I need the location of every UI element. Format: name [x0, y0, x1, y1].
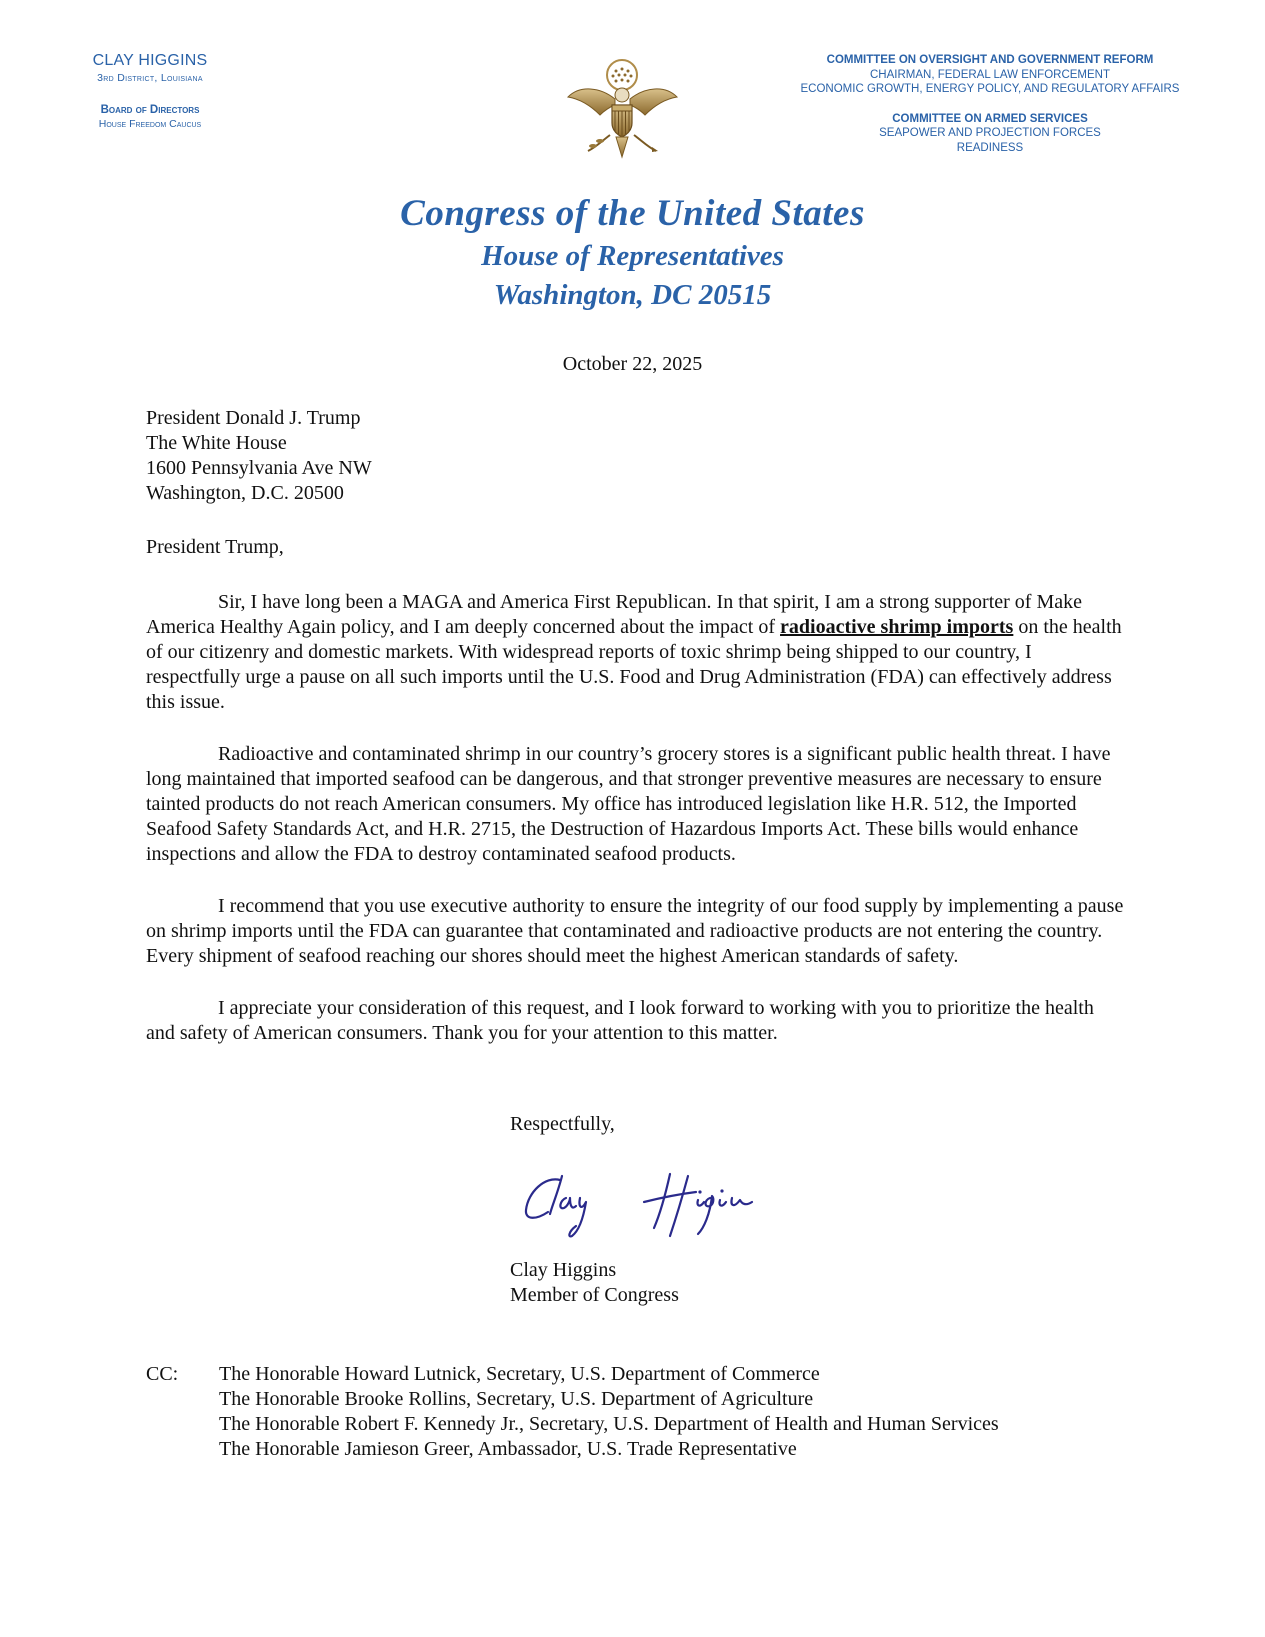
congress-title: Congress of the United States: [400, 193, 865, 234]
committee-armed-services: COMMITTEE ON ARMED SERVICES: [892, 112, 1088, 125]
recipient-line: The White House: [146, 432, 287, 454]
chairman-title: CHAIRMAN, FEDERAL LAW ENFORCEMENT: [869, 68, 1111, 81]
body-paragraph: I appreciate your consideration of this request, and I look forward to working with you to prioritize the health and safety of American consumers. Thank you for your attention to this matter.: [146, 997, 1094, 1044]
signer-title: Member of Congress: [510, 1284, 679, 1306]
body-paragraph: I recommend that you use executive authority to ensure the integrity of our food supply by implementing a pause on shrimp imports until the FDA can guarantee that contaminated and radioactive products are not entering the country. Every shipment of seafood reaching our shores should meet the highest American standards of safety.: [146, 895, 1124, 967]
cc-item: The Honorable Howard Lutnick, Secretary, U.S. Department of Commerce: [219, 1363, 820, 1385]
letter-date: October 22, 2025: [562, 353, 703, 375]
caucus-name: House Freedom Caucus: [98, 118, 202, 130]
member-district: 3rd District, Louisiana: [97, 72, 203, 84]
congress-header: [300, 192, 965, 314]
signature: [520, 1162, 790, 1252]
recipient-line: President Donald J. Trump: [146, 407, 361, 429]
letterhead-right: [760, 53, 1220, 155]
house-title: House of Representatives: [481, 240, 784, 272]
board-title: Board of Directors: [100, 104, 200, 116]
member-name: CLAY HIGGINS: [92, 52, 208, 69]
subcommittee-readiness: READINESS: [956, 141, 1024, 154]
cc-item: The Honorable Jamieson Greer, Ambassador, U.S. Trade Representative: [219, 1438, 797, 1460]
salutation: President Trump,: [146, 536, 284, 558]
letterhead-left: [40, 52, 260, 130]
cc-item: The Honorable Brooke Rollins, Secretary, U.S. Department of Agriculture: [219, 1388, 814, 1410]
signer-block: [510, 1258, 679, 1308]
subcommittee-seapower: SEAPOWER AND PROJECTION FORCES: [879, 127, 1101, 139]
cc-label: CC:: [146, 1363, 179, 1385]
signer-name: Clay Higgins: [510, 1259, 617, 1281]
committee-oversight: COMMITTEE ON OVERSIGHT AND GOVERNMENT REFORM: [826, 54, 1154, 66]
letter-body: [146, 590, 1126, 1073]
cc-list: [219, 1362, 999, 1462]
recipient-address: [146, 406, 372, 506]
emphasis-text: radioactive shrimp imports: [780, 616, 1014, 638]
paragraph-text: Sir, I have long been a MAGA and America First Republican. In that spirit, I am a strong supporter of Make America Healthy Again policy, and I am deeply concerned about the impact of: [146, 591, 1083, 638]
washington-address: Washington, DC 20515: [493, 279, 772, 311]
great-seal-icon: [560, 57, 685, 162]
body-paragraph: [146, 590, 1126, 715]
subcommittee-economic: ECONOMIC GROWTH, ENERGY POLICY, AND REGULATORY AFFAIRS: [800, 83, 1180, 95]
closing: Respectfully,: [510, 1113, 615, 1135]
cc-item: The Honorable Robert F. Kennedy Jr., Secretary, U.S. Department of Health and Human Services: [219, 1413, 999, 1435]
body-paragraph: Radioactive and contaminated shrimp in our country’s grocery stores is a significant public health threat. I have long maintained that imported seafood can be dangerous, and that stronger preventive measures are necessary to ensure tainted products do not reach American consumers. My office has introduced legislation like H.R. 512, the Imported Seafood Safety Standards Act, and H.R. 2715, the Destruction of Hazardous Imports Act. These bills would enhance inspections and allow the FDA to destroy contaminated seafood products.: [146, 743, 1111, 865]
recipient-line: Washington, D.C. 20500: [146, 482, 344, 504]
recipient-line: 1600 Pennsylvania Ave NW: [146, 457, 372, 479]
paragraph-text: on the health of our citizenry and domestic markets. With widespread reports of toxic shrimp being shipped to our country, I respectfully urge a pause on all such imports until the U.S. Food and Drug Administration (FDA) can effectively address this issue.: [146, 616, 1122, 713]
